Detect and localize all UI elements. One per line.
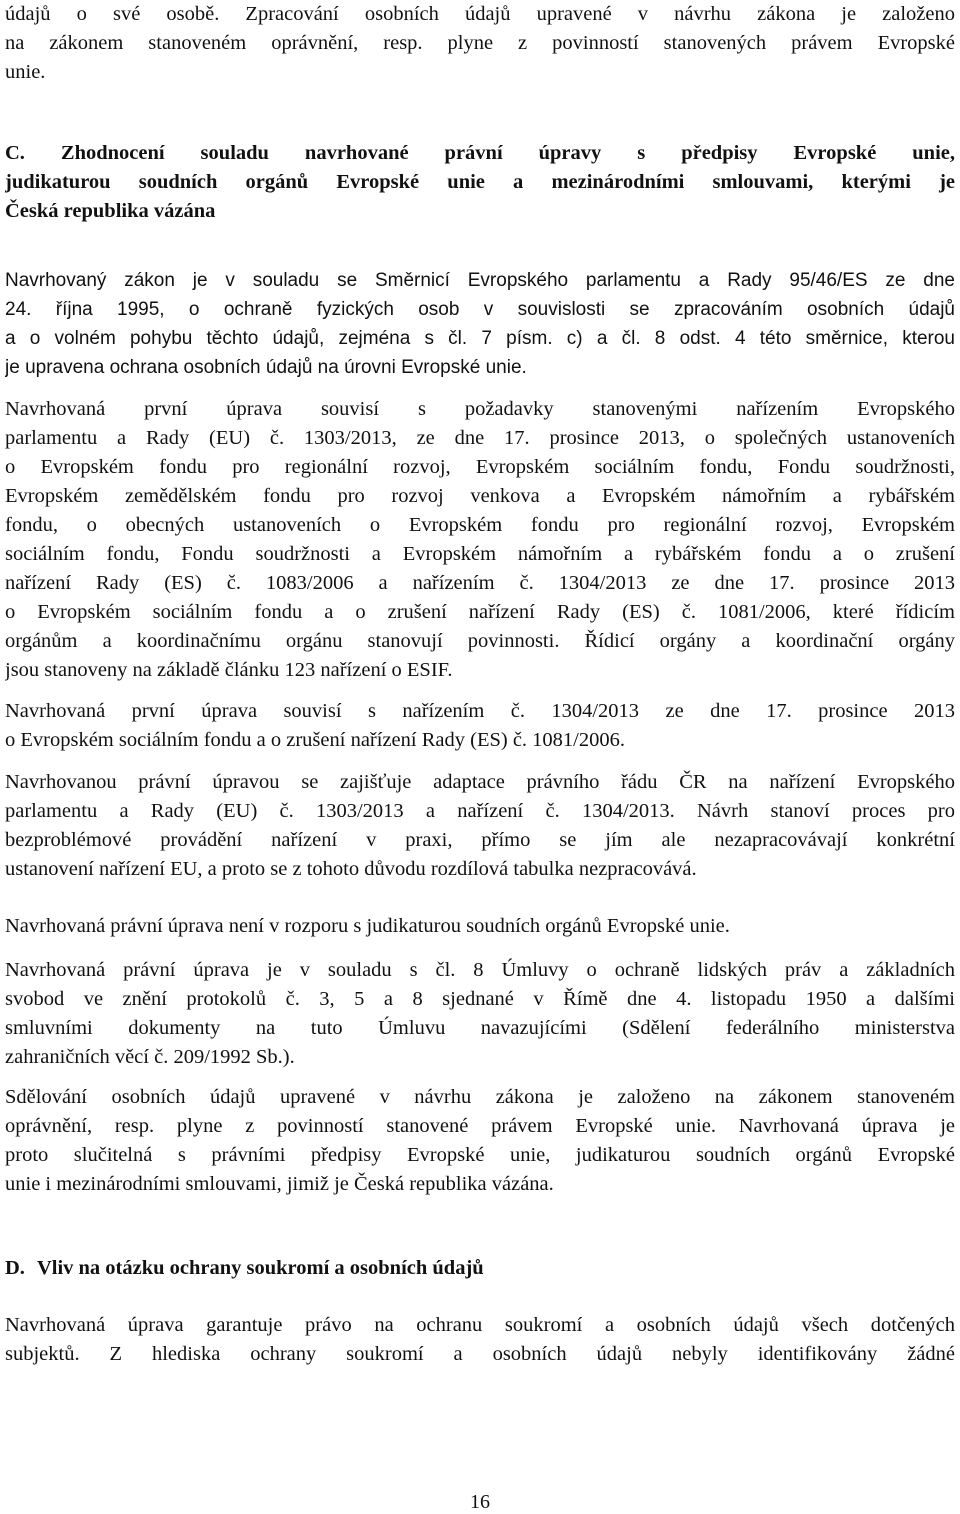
text-line: zahraničních věcí č. 209/1992 Sb.). — [5, 1046, 295, 1068]
section-d-heading — [5, 1254, 484, 1283]
text-line: unie i mezinárodními smlouvami, jimiž je Česká republika vázána. — [5, 1173, 554, 1195]
text-line: Navrhovaná úprava garantuje právo na ochranu soukromí a osobních údajů všech dotčených — [5, 1314, 955, 1336]
text-line: na zákonem stanoveném oprávnění, resp. plyne z povinností stanovených právem Evropské — [5, 32, 955, 54]
text-line: Navrhovaná právní úprava je v souladu s čl. 8 Úmluvy o ochraně lidských práv a základních — [5, 959, 955, 981]
text-line: smluvními dokumenty na tuto Úmluvu navazujícími (Sdělení federálního ministerstva — [5, 1017, 955, 1039]
text-line: jsou stanoveny na základě článku 123 nařízení o ESIF. — [5, 659, 453, 681]
section-c-paragraph-7 — [5, 1083, 955, 1199]
page-number: 16 — [470, 1491, 490, 1513]
text-line: o Evropském fondu pro regionální rozvoj, Evropském sociálním fondu, Fondu soudržnosti, — [5, 456, 955, 478]
text-line: Navrhovaná právní úprava není v rozporu s judikaturou soudních orgánů Evropské unie. — [5, 915, 730, 937]
text-line: a o volném pohybu těchto údajů, zejména s čl. 7 písm. c) a čl. 8 odst. 4 této směrnice, kterou — [5, 328, 955, 349]
section-c-paragraph-6 — [5, 956, 955, 1072]
text-line: o Evropském sociálním fondu a o zrušení nařízení Rady (ES) č. 1081/2006. — [5, 729, 625, 751]
section-d-paragraph-1 — [5, 1311, 955, 1369]
heading-line: Česká republika vázána — [5, 200, 216, 222]
text-line: nařízení Rady (ES) č. 1083/2006 a nařízením č. 1304/2013 ze dne 17. prosince 2013 — [5, 572, 955, 594]
heading-line: judikaturou soudních orgánů Evropské unie a mezinárodními smlouvami, kterými je — [5, 171, 955, 193]
text-line: Navrhovaná první úprava souvisí s nařízením č. 1304/2013 ze dne 17. prosince 2013 — [5, 700, 955, 722]
text-line: bezproblémové provádění nařízení v praxi, přímo se jím ale nezapracovávají konkrétní — [5, 829, 955, 851]
section-d-title: Vliv na otázku ochrany soukromí a osobních údajů — [36, 1257, 484, 1279]
text-line: Sdělování osobních údajů upravené v návrhu zákona je založeno na zákonem stanoveném — [5, 1086, 955, 1108]
heading-line: C. Zhodnocení souladu navrhované právní úpravy s předpisy Evropské unie, — [5, 142, 955, 164]
text-line: Navrhovanou právní úpravou se zajišťuje adaptace právního řádu ČR na nařízení Evropského — [5, 771, 955, 793]
section-c-paragraph-1 — [5, 266, 955, 382]
section-c-paragraph-4 — [5, 768, 955, 884]
text-line: svobod ve znění protokolů č. 3, 5 a 8 sjednané v Římě dne 4. listopadu 1950 a dalšími — [5, 988, 955, 1010]
text-line: proto slučitelná s právními předpisy Evropské unie, judikaturou soudních orgánů Evropské — [5, 1144, 955, 1166]
text-line: unie. — [5, 61, 46, 83]
text-line: Evropském zemědělském fondu pro rozvoj venkova a Evropském námořním a rybářském — [5, 485, 955, 507]
section-d-letter: D. — [5, 1257, 25, 1279]
text-line: parlamentu a Rady (EU) č. 1303/2013, ze dne 17. prosince 2013, o společných ustanoveních — [5, 427, 955, 449]
section-c-heading — [5, 139, 955, 226]
section-c-paragraph-2 — [5, 395, 955, 685]
text-line: Navrhovaná první úprava souvisí s požadavky stanovenými nařízením Evropského — [5, 398, 955, 420]
text-line: o Evropském sociálním fondu a o zrušení nařízení Rady (ES) č. 1081/2006, které řídicím — [5, 601, 955, 623]
section-c-paragraph-3 — [5, 697, 955, 755]
text-line: ustanovení nařízení EU, a proto se z tohoto důvodu rozdílová tabulka nezpracovává. — [5, 858, 697, 880]
text-line: oprávnění, resp. plyne z povinností stanovené právem Evropské unie. Navrhovaná úprava je — [5, 1115, 955, 1137]
text-line: je upravena ochrana osobních údajů na úrovni Evropské unie. — [5, 357, 527, 378]
text-line: 24. října 1995, o ochraně fyzických osob v souvislosti se zpracováním osobních údajů — [5, 299, 955, 320]
text-line: parlamentu a Rady (EU) č. 1303/2013 a nařízení č. 1304/2013. Návrh stanoví proces pro — [5, 800, 955, 822]
text-line: údajů o své osobě. Zpracování osobních údajů upravené v návrhu zákona je založeno — [5, 3, 955, 25]
text-line: fondu, o obecných ustanoveních o Evropském fondu pro regionální rozvoj, Evropském — [5, 514, 955, 536]
text-line: orgánům a koordinačnímu orgánu stanovují povinnosti. Řídicí orgány a koordinační orgány — [5, 630, 955, 652]
text-line: subjektů. Z hlediska ochrany soukromí a osobních údajů nebyly identifikovány žádné — [5, 1343, 955, 1365]
section-c-paragraph-5 — [5, 912, 955, 941]
text-line: sociálním fondu, Fondu soudržnosti a Evropském námořním a rybářském fondu a o zrušení — [5, 543, 955, 565]
text-line: Navrhovaný zákon je v souladu se Směrnicí Evropského parlamentu a Rady 95/46/ES ze dne — [5, 270, 955, 291]
intro-paragraph — [5, 0, 955, 87]
